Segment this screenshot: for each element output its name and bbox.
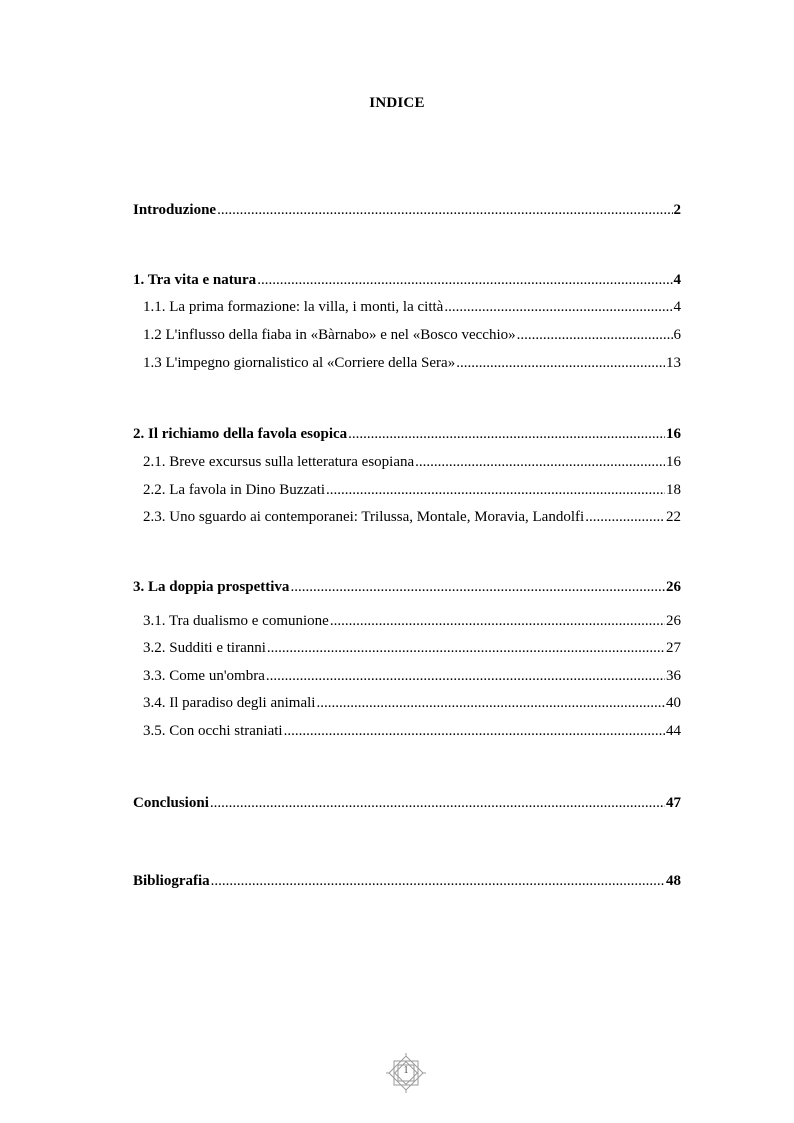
toc-entry-text: Conclusioni: [133, 795, 209, 811]
toc-leader-dots: [585, 507, 665, 527]
toc-entry-text: 3. La doppia prospettiva: [133, 579, 290, 595]
toc-entry-page: 4: [673, 272, 681, 288]
toc-entry-text: 1.2 L'influsso della fiaba in «Bàrnabo» e nel «Bosco vecchio»: [143, 327, 516, 343]
toc-entry-section-1-3[interactable]: [143, 353, 681, 373]
toc-entry-text: 1. Tra vita e natura: [133, 272, 257, 288]
toc-leader-dots: [211, 871, 665, 891]
toc-entry-page: 36: [666, 668, 681, 684]
toc-entry-chapter-3[interactable]: [133, 577, 681, 597]
toc-entry-page: 6: [673, 327, 681, 343]
toc-entry-page: 44: [666, 723, 681, 739]
toc-entry-bibliografia[interactable]: [133, 871, 681, 891]
toc-entry-section-3-5[interactable]: [143, 721, 681, 741]
toc-leader-dots: [290, 577, 665, 597]
toc-entry-text: 3.4. Il paradiso degli animali: [143, 695, 316, 711]
toc-entry-section-1-2[interactable]: [143, 325, 681, 345]
toc-entry-text: 1.3 L'impegno giornalistico al «Corriere della Sera»: [143, 355, 456, 371]
toc-entry-text: 3.2. Sudditi e tiranni: [143, 640, 266, 656]
toc-entry-text: 2.1. Breve excursus sulla letteratura esopiana: [143, 454, 415, 470]
toc-entry-text: 2.2. La favola in Dino Buzzati: [143, 482, 326, 498]
toc-entry-section-1-1[interactable]: [143, 297, 681, 317]
toc-entry-page: 4: [673, 299, 681, 315]
toc-leader-dots: [326, 480, 665, 500]
toc-leader-dots: [257, 270, 672, 290]
toc-leader-dots: [316, 693, 665, 713]
toc-leader-dots: [517, 325, 673, 345]
toc-entry-page: 13: [666, 355, 681, 371]
toc-entry-page: 40: [666, 695, 681, 711]
toc-entry-page: 48: [666, 873, 681, 889]
toc-entry-page: 26: [666, 579, 681, 595]
toc-entry-page: 22: [666, 509, 681, 525]
toc-leader-dots: [330, 611, 665, 631]
page-number: 1: [403, 1065, 409, 1076]
toc-entry-section-2-1[interactable]: [143, 452, 681, 472]
toc-entry-text: 1.1. La prima formazione: la villa, i monti, la città: [143, 299, 444, 315]
toc-entry-page: 26: [666, 613, 681, 629]
toc-leader-dots: [217, 200, 672, 220]
toc-entry-section-3-3[interactable]: [143, 666, 681, 686]
toc-entry-text: Introduzione: [133, 202, 217, 218]
toc-entry-section-3-2[interactable]: [143, 638, 681, 658]
toc-entry-text: 3.1. Tra dualismo e comunione: [143, 613, 329, 629]
toc-leader-dots: [444, 297, 672, 317]
toc-leader-dots: [266, 666, 665, 686]
toc-entry-text: Bibliografia: [133, 873, 210, 889]
toc-leader-dots: [284, 721, 665, 741]
toc-title: INDICE: [369, 95, 425, 111]
toc-entry-page: 27: [666, 640, 681, 656]
toc-entry-introduzione[interactable]: [133, 200, 681, 220]
toc-entry-text: 3.3. Come un'ombra: [143, 668, 265, 684]
toc-entry-section-2-2[interactable]: [143, 480, 681, 500]
toc-leader-dots: [267, 638, 665, 658]
toc-entry-conclusioni[interactable]: [133, 793, 681, 813]
toc-entry-page: 16: [666, 426, 681, 442]
toc-entry-page: 47: [666, 795, 681, 811]
toc-entry-page: 18: [666, 482, 681, 498]
toc-entry-text: 3.5. Con occhi straniati: [143, 723, 283, 739]
toc-entry-text: 2.3. Uno sguardo ai contemporanei: Trilussa, Montale, Moravia, Landolfi: [143, 509, 585, 525]
toc-entry-chapter-1[interactable]: [133, 270, 681, 290]
toc-leader-dots: [415, 452, 665, 472]
toc-entry-section-3-1[interactable]: [143, 611, 681, 631]
toc-entry-page: 16: [666, 454, 681, 470]
toc-leader-dots: [210, 793, 665, 813]
toc-leader-dots: [348, 424, 665, 444]
toc-entry-text: 2. Il richiamo della favola esopica: [133, 426, 348, 442]
toc-leader-dots: [456, 353, 665, 373]
toc-entry-section-2-3[interactable]: [143, 507, 681, 527]
toc-entry-chapter-2[interactable]: [133, 424, 681, 444]
toc-entry-page: 2: [673, 202, 681, 218]
toc-entry-section-3-4[interactable]: [143, 693, 681, 713]
